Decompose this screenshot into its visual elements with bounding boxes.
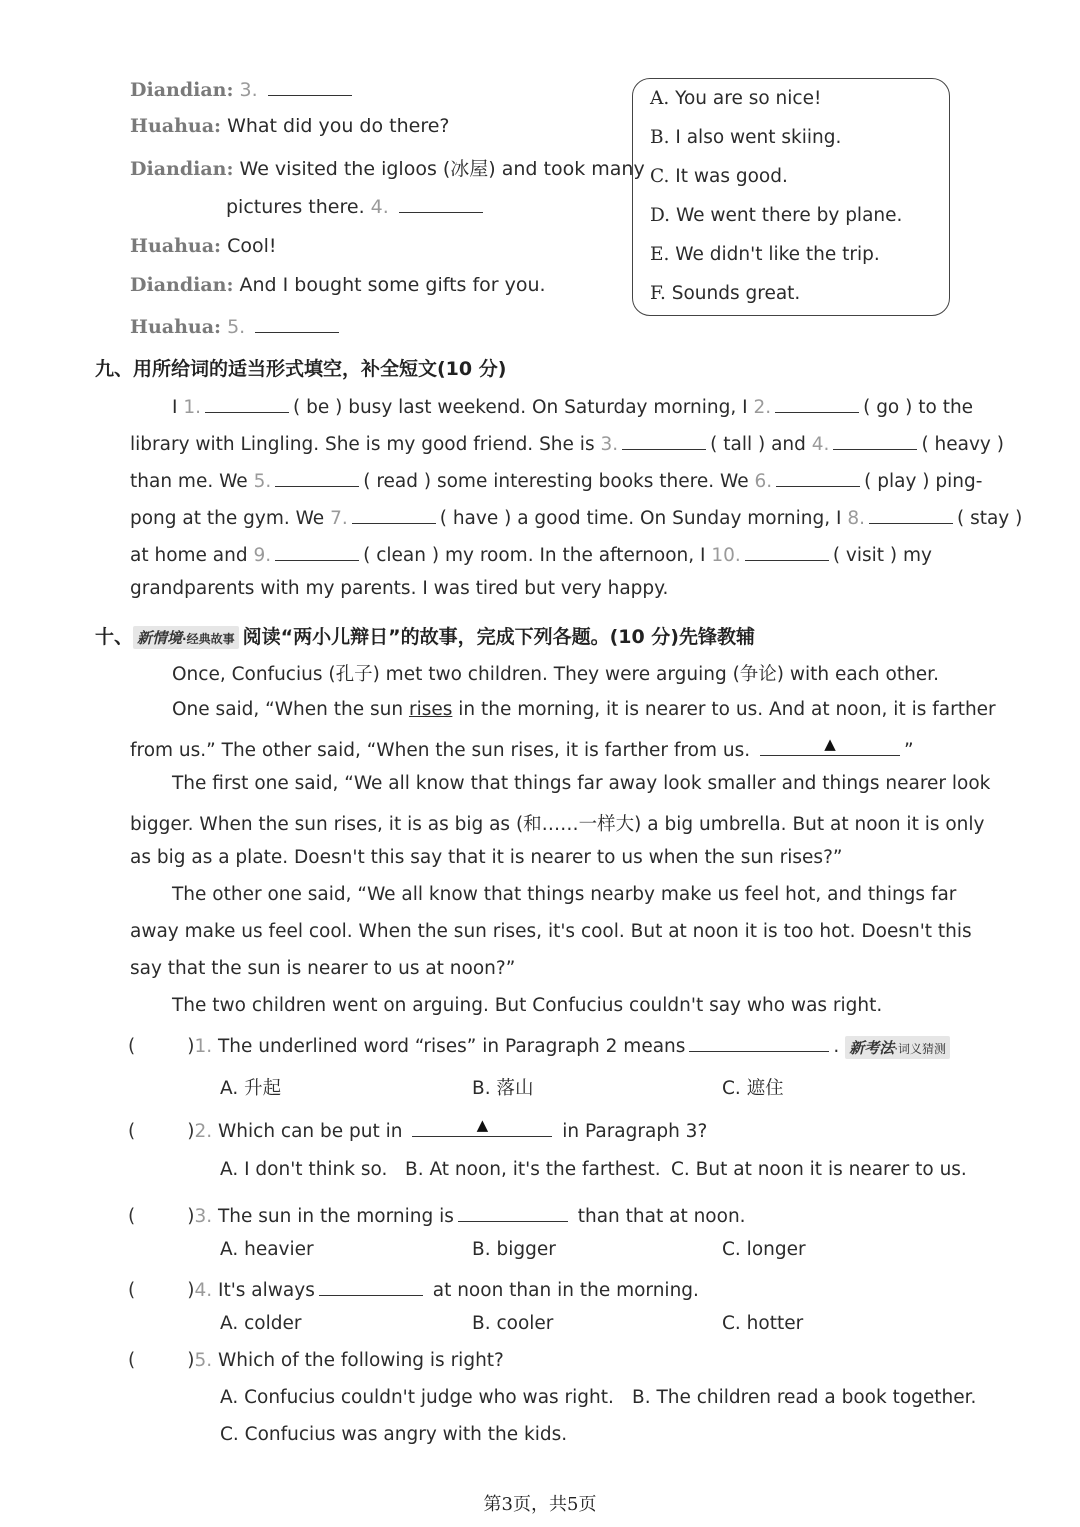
option-f: F. Sounds great. — [650, 283, 801, 304]
speaker: Huahua: — [130, 235, 222, 257]
section-10-title: 十、 新情境·经典故事 阅读“两小儿辩日”的故事，完成下列各题。(10 分)先锋教辅 — [95, 626, 755, 648]
dialogue-line-4 — [226, 193, 487, 218]
option-d: D. We went there by plane. — [650, 205, 903, 226]
speaker: Diandian: — [130, 158, 234, 180]
s9-line-5: at home and 9. ( clean ) my room. In the afternoon, I 10. ( visit ) my — [130, 541, 932, 566]
answer-blank[interactable] — [319, 1276, 423, 1296]
blank-number: 3. — [239, 79, 258, 101]
story-para-1: Once, Confucius (孔子) met two children. They were arguing (争论) with each other. — [172, 664, 939, 685]
q2-option-c[interactable]: C. But at noon it is nearer to us. — [671, 1159, 967, 1180]
answer-blank[interactable] — [458, 1202, 568, 1222]
answer-blank[interactable] — [352, 504, 436, 524]
question-4: ( )4. It's always at noon than in the morning. — [128, 1276, 699, 1301]
answer-blank[interactable] — [205, 393, 289, 413]
new-method-tag: 新考法·词义猜测 — [845, 1036, 950, 1059]
story-para-4-line-2: away make us feel cool. When the sun rises, it's cool. But at noon it is too hot. Doesn't this — [130, 921, 972, 942]
answer-blank[interactable] — [776, 467, 860, 487]
dialogue-line-5 — [130, 235, 277, 257]
answer-blank[interactable] — [399, 193, 483, 213]
line-text: What did you do there? — [227, 115, 450, 137]
triangle-blank[interactable] — [760, 736, 900, 756]
answer-blank[interactable] — [275, 541, 359, 561]
s9-line-6: grandparents with my parents. I was tired but very happy. — [130, 578, 669, 599]
question-2: ( )2. Which can be put in ▲ in Paragraph 3? — [128, 1116, 708, 1142]
answer-blank[interactable] — [745, 541, 829, 561]
dialogue-line-7 — [130, 313, 343, 338]
dialogue-line-3 — [130, 154, 645, 181]
answer-blank[interactable] — [275, 467, 359, 487]
question-5: ( )5. Which of the following is right? — [128, 1350, 504, 1371]
q1-option-a[interactable]: A. 升起 — [220, 1078, 282, 1099]
answer-blank[interactable] — [689, 1032, 829, 1052]
q5-option-c[interactable]: C. Confucius was angry with the kids. — [220, 1424, 568, 1445]
option-c: C. It was good. — [650, 166, 788, 187]
q4-option-a[interactable]: A. colder — [220, 1313, 302, 1334]
q3-option-a[interactable]: A. heavier — [220, 1239, 314, 1260]
story-para-3-line-1: The first one said, “We all know that things far away look smaller and things nearer look — [172, 773, 991, 794]
answer-blank[interactable] — [775, 393, 859, 413]
section-9-title: 九、用所给词的适当形式填空，补全短文(10 分) — [95, 358, 507, 380]
q1-option-b[interactable]: B. 落山 — [472, 1078, 534, 1099]
option-b: B. I also went skiing. — [650, 127, 842, 148]
line-text: And I bought some gifts for you. — [239, 274, 546, 296]
speaker: Diandian: — [130, 79, 234, 101]
blank-number: 4. — [370, 196, 389, 218]
story-para-4-line-1: The other one said, “We all know that things nearby make us feel hot, and things far — [172, 884, 957, 905]
s9-line-2: library with Lingling. She is my good friend. She is 3. ( tall ) and 4. ( heavy ) — [130, 430, 1004, 455]
speaker: Diandian: — [130, 274, 234, 296]
story-para-3-line-2: bigger. When the sun rises, it is as big as (和……一样大) a big umbrella. But at noon it is only — [130, 814, 985, 835]
q3-option-c[interactable]: C. longer — [722, 1239, 806, 1260]
blank-number: 5. — [227, 316, 246, 338]
q1-option-c[interactable]: C. 遮住 — [722, 1078, 784, 1099]
line-text: pictures there. — [226, 196, 365, 218]
story-para-4-line-3: say that the sun is nearer to us at noon?” — [130, 958, 516, 979]
dialogue-line-1 — [130, 76, 356, 101]
triangle-icon: ▲ — [476, 1116, 489, 1134]
page-footer: 第3页，共5页 — [483, 1494, 597, 1515]
s9-line-1: I 1. ( be ) busy last weekend. On Saturday morning, I 2. ( go ) to the — [172, 393, 973, 418]
new-context-tag: 新情境·经典故事 — [133, 626, 239, 649]
answer-blank[interactable] — [833, 430, 917, 450]
triangle-blank[interactable] — [412, 1117, 552, 1137]
question-3: ( )3. The sun in the morning is than that at noon. — [128, 1202, 746, 1227]
option-a: A. You are so nice! — [650, 88, 822, 109]
answer-blank[interactable] — [622, 430, 706, 450]
q3-option-b[interactable]: B. bigger — [472, 1239, 556, 1260]
option-e: E. We didn't like the trip. — [650, 244, 880, 265]
dialogue-line-2 — [130, 115, 450, 137]
q5-option-a[interactable]: A. Confucius couldn't judge who was right. — [220, 1387, 614, 1408]
q4-option-c[interactable]: C. hotter — [722, 1313, 804, 1334]
question-1: ( )1. The underlined word “rises” in Paragraph 2 means . 新考法·词义猜测 — [128, 1032, 954, 1059]
answer-blank[interactable] — [869, 504, 953, 524]
q5-option-b[interactable]: B. The children read a book together. — [632, 1387, 977, 1408]
s9-line-3: than me. We 5. ( read ) some interesting books there. We 6. ( play ) ping- — [130, 467, 982, 492]
q2-option-a[interactable]: A. I don't think so. — [220, 1159, 388, 1180]
speaker: Huahua: — [130, 115, 222, 137]
story-para-2-line-2: from us.” The other said, “When the sun rises, it is farther from us. ▲ ” — [130, 735, 914, 761]
answer-blank[interactable] — [255, 313, 339, 333]
line-text: Cool! — [227, 235, 277, 257]
story-para-3-line-3: as big as a plate. Doesn't this say that it is nearer to us when the sun rises?” — [130, 847, 843, 868]
triangle-icon: ▲ — [824, 735, 836, 753]
underlined-word: rises — [408, 699, 453, 720]
story-para-2-line-1: One said, “When the sun rises in the morning, it is nearer to us. And at noon, it is farther — [172, 699, 996, 720]
speaker: Huahua: — [130, 316, 222, 338]
story-para-5: The two children went on arguing. But Confucius couldn't say who was right. — [172, 995, 883, 1016]
options-box — [632, 78, 950, 316]
answer-blank[interactable] — [268, 76, 352, 96]
dialogue-line-6 — [130, 274, 546, 296]
q2-option-b[interactable]: B. At noon, it's the farthest. — [405, 1159, 661, 1180]
q4-option-b[interactable]: B. cooler — [472, 1313, 554, 1334]
line-text: We visited the igloos (冰屋) and took many — [239, 158, 645, 180]
s9-line-4: pong at the gym. We 7. ( have ) a good time. On Sunday morning, I 8. ( stay ) — [130, 504, 1022, 529]
